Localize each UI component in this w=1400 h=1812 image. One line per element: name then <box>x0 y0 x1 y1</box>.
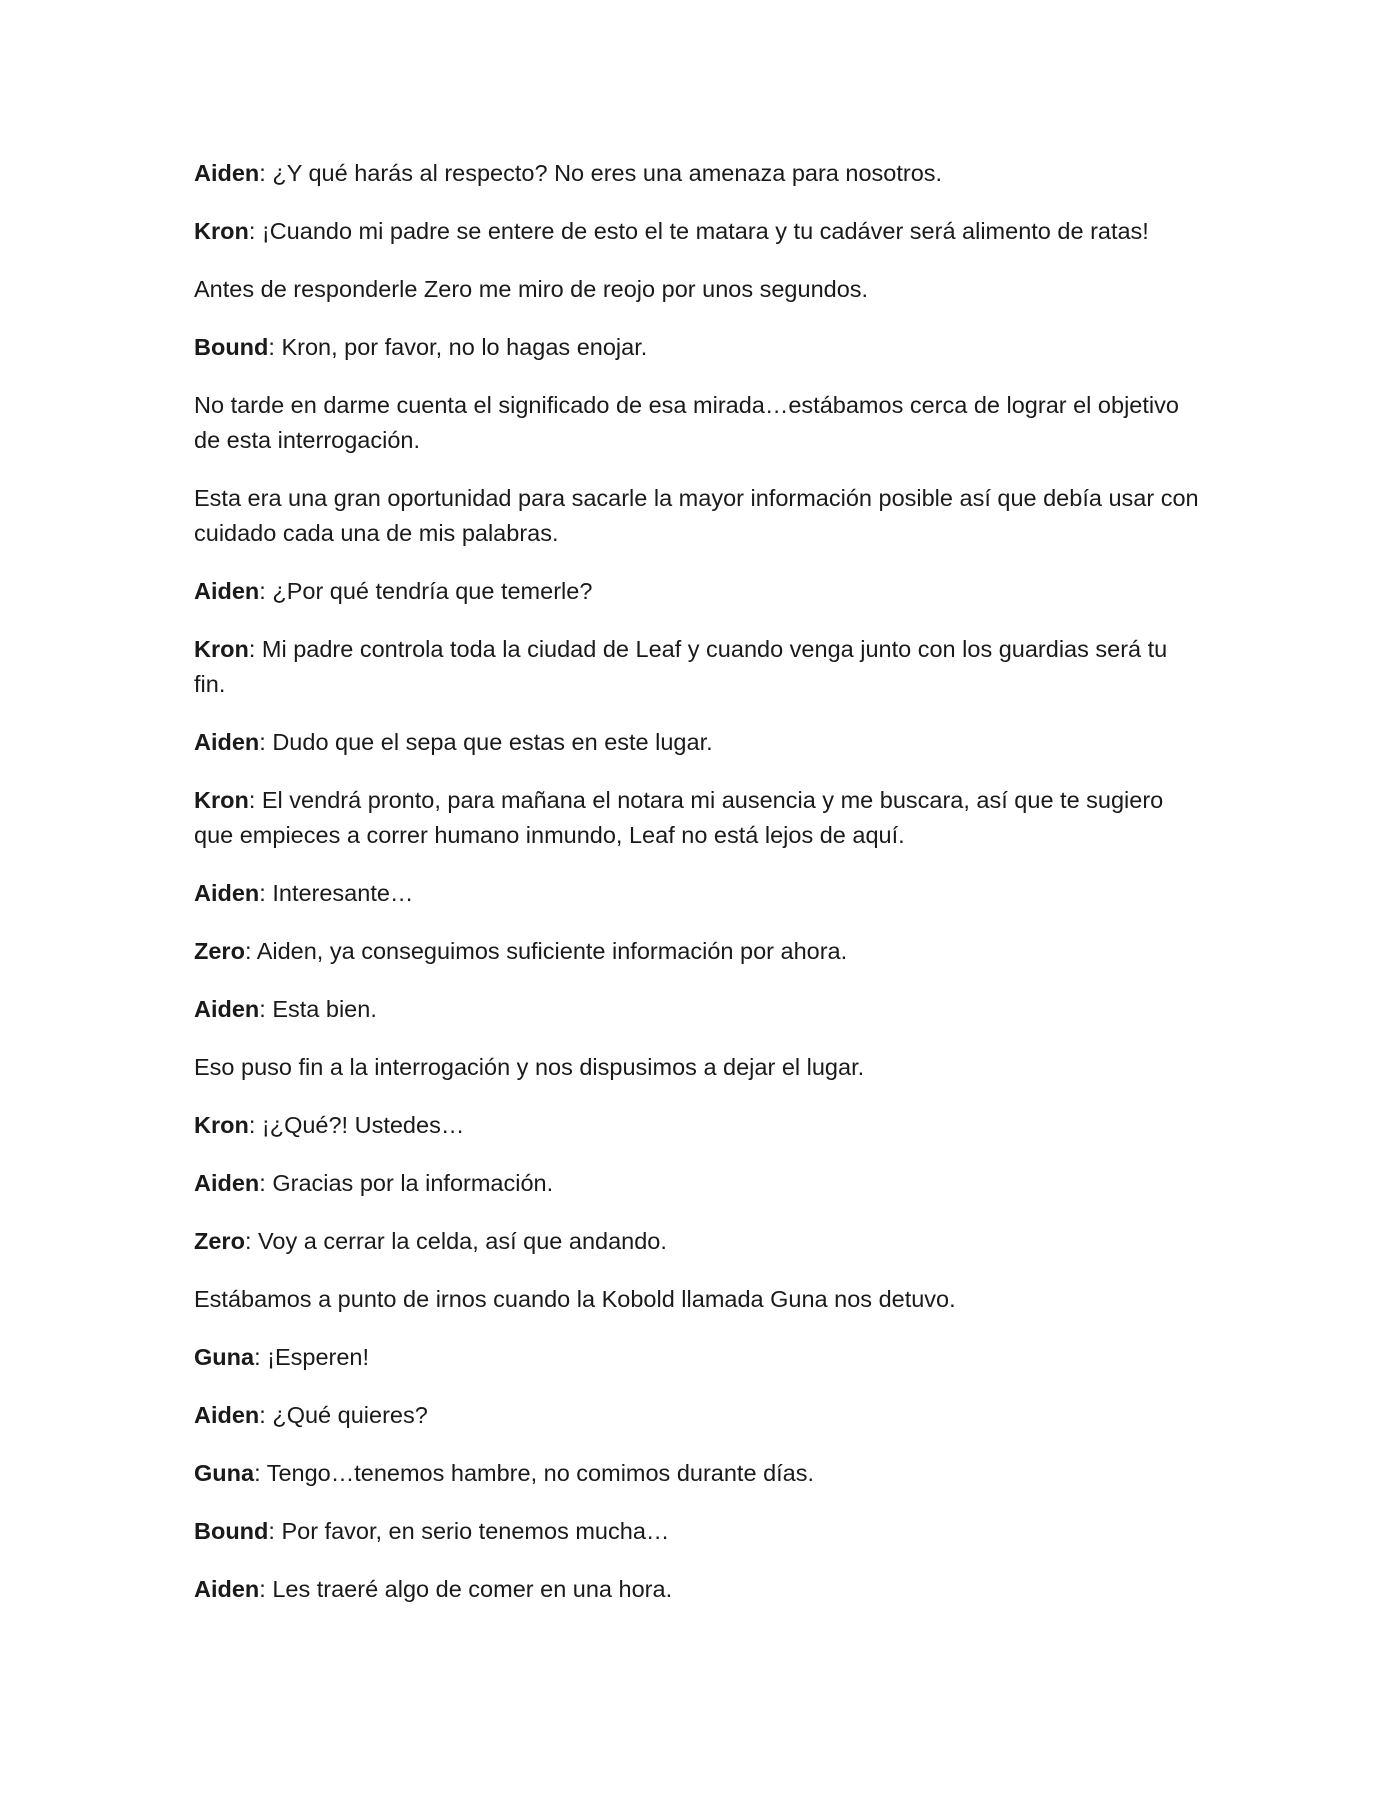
speaker-name: Zero <box>194 938 245 964</box>
paragraph-text: : Kron, por favor, no lo hagas enojar. <box>268 334 648 360</box>
paragraph-text: Antes de responderle Zero me miro de reojo por unos segundos. <box>194 276 869 302</box>
paragraph-text: : Voy a cerrar la celda, así que andando. <box>244 1228 667 1254</box>
speaker-name: Aiden <box>194 880 260 906</box>
paragraph-text: Esta era una gran oportunidad para sacarle la mayor información posible así que debía usar con cuidado cada una de mis palabras. <box>194 485 1199 546</box>
speaker-name: Aiden <box>194 1576 260 1602</box>
paragraph-text: : El vendrá pronto, para mañana el notara mi ausencia y me buscara, así que te sugiero que empieces a correr humano inmundo, Leaf no está lejos de aquí. <box>194 787 1164 848</box>
paragraph-text: : ¡¿Qué?! Ustedes… <box>248 1112 465 1138</box>
speaker-name: Aiden <box>194 729 260 755</box>
speaker-name: Aiden <box>194 1402 260 1428</box>
paragraph <box>194 1340 1204 1375</box>
paragraph-text: Estábamos a punto de irnos cuando la Kobold llamada Guna nos detuvo. <box>194 1286 956 1312</box>
paragraph-text: : ¡Esperen! <box>254 1344 370 1370</box>
paragraph <box>194 992 1204 1027</box>
paragraph <box>194 1514 1204 1549</box>
paragraph <box>194 481 1204 551</box>
speaker-name: Aiden <box>194 578 260 604</box>
paragraph <box>194 632 1204 702</box>
speaker-name: Guna <box>194 1460 255 1486</box>
speaker-name: Guna <box>194 1344 255 1370</box>
paragraph-text: : Tengo…tenemos hambre, no comimos durante días. <box>254 1460 815 1486</box>
paragraph-text: : Les traeré algo de comer en una hora. <box>259 1576 673 1602</box>
paragraph <box>194 1224 1204 1259</box>
speaker-name: Kron <box>194 636 249 662</box>
speaker-name: Aiden <box>194 1170 260 1196</box>
paragraph-text: No tarde en darme cuenta el significado de esa mirada…estábamos cerca de lograr el objetivo de esta interrogación. <box>194 392 1179 453</box>
paragraph <box>194 1166 1204 1201</box>
paragraph-text: : Esta bien. <box>259 996 377 1022</box>
paragraph <box>194 876 1204 911</box>
paragraph-text: Eso puso fin a la interrogación y nos dispusimos a dejar el lugar. <box>194 1054 865 1080</box>
paragraph <box>194 725 1204 760</box>
paragraph-text: : ¿Por qué tendría que temerle? <box>259 578 593 604</box>
paragraph-text: : Interesante… <box>259 880 414 906</box>
paragraph <box>194 1398 1204 1433</box>
paragraph-text: : Gracias por la información. <box>259 1170 554 1196</box>
paragraph <box>194 1572 1204 1607</box>
speaker-name: Aiden <box>194 996 260 1022</box>
speaker-name: Kron <box>194 218 249 244</box>
paragraph <box>194 388 1204 458</box>
paragraph <box>194 783 1204 853</box>
paragraph <box>194 1282 1204 1317</box>
paragraph <box>194 1050 1204 1085</box>
paragraph-text: : ¿Qué quieres? <box>259 1402 428 1428</box>
speaker-name: Bound <box>194 334 269 360</box>
document-body <box>194 156 1204 1630</box>
paragraph-text: : Aiden, ya conseguimos suficiente información por ahora. <box>244 938 848 964</box>
paragraph <box>194 214 1204 249</box>
paragraph-text: : ¡Cuando mi padre se entere de esto el te matara y tu cadáver será alimento de ratas! <box>248 218 1149 244</box>
speaker-name: Kron <box>194 787 249 813</box>
paragraph-text: : Por favor, en serio tenemos mucha… <box>268 1518 670 1544</box>
paragraph <box>194 1108 1204 1143</box>
speaker-name: Kron <box>194 1112 249 1138</box>
paragraph <box>194 574 1204 609</box>
speaker-name: Zero <box>194 1228 245 1254</box>
paragraph <box>194 934 1204 969</box>
paragraph <box>194 1456 1204 1491</box>
speaker-name: Aiden <box>194 160 260 186</box>
paragraph <box>194 330 1204 365</box>
paragraph-text: : Mi padre controla toda la ciudad de Leaf y cuando venga junto con los guardias será tu fin. <box>194 636 1168 697</box>
speaker-name: Bound <box>194 1518 269 1544</box>
paragraph-text: : Dudo que el sepa que estas en este lugar. <box>259 729 713 755</box>
paragraph <box>194 272 1204 307</box>
paragraph <box>194 156 1204 191</box>
paragraph-text: : ¿Y qué harás al respecto? No eres una amenaza para nosotros. <box>259 160 943 186</box>
